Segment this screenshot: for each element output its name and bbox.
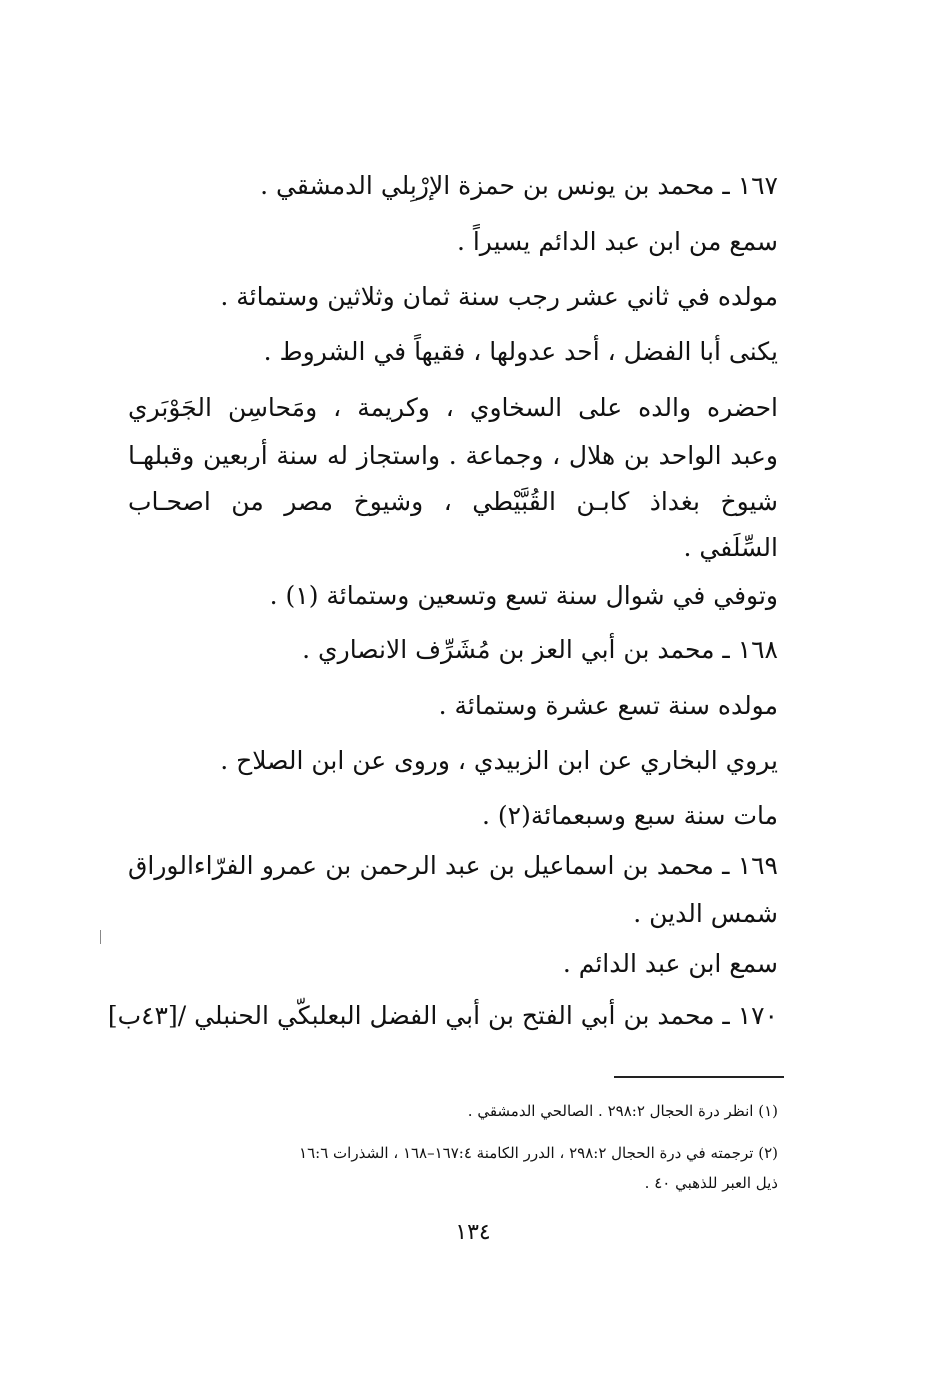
entry-167-line-2: سمع من ابن عبد الدائم يسيراً . bbox=[456, 227, 778, 256]
entry-167-line-7: شيوخ بغداذ كابـن القُبَّيْطي ، وشيوخ مصر من اصحـاب bbox=[128, 487, 778, 516]
entry-170-heading: ١٧٠ ـ محمد بن أبي الفتح بن أبي الفضل البعلبكّي الحنبلي /[٤٣ب] bbox=[107, 1001, 778, 1030]
entry-167-line-8: السِّلَفي . bbox=[683, 533, 778, 562]
entry-168-line-3: يروي البخاري عن ابن الزبيدي ، وروى عن ابن الصلاح . bbox=[220, 746, 778, 775]
entry-167-heading: ١٦٧ ـ محمد بن يونس بن حمزة الإرْبِلي الدمشقي . bbox=[260, 171, 778, 200]
page-number: ١٣٤ bbox=[455, 1220, 491, 1245]
entry-167-line-3: مولده في ثاني عشر رجب سنة ثمان وثلاثين وستمائة . bbox=[220, 282, 778, 311]
entry-168-heading: ١٦٨ ـ محمد بن أبي العز بن مُشَرِّف الانصاري . bbox=[302, 635, 778, 664]
entry-167-line-9: وتوفي في شوال سنة تسع وتسعين وستمائة (١) . bbox=[269, 581, 778, 610]
entry-168-line-2: مولده سنة تسع عشرة وستمائة . bbox=[438, 691, 778, 720]
entry-169-line-3: سمع ابن عبد الدائم . bbox=[562, 949, 778, 978]
entry-167-line-5: احضره والده على السخاوي ، وكريمة ، ومَحاسِن الجَوْبَري bbox=[128, 393, 778, 422]
footnote-2: (٢) ترجمته في درة الحجال ٢٩٨:٢ ، الدرر الكامنة ١٦٧:٤–١٦٨ ، الشذرات ١٦:٦ bbox=[299, 1144, 778, 1162]
entry-167-line-6: وعبد الواحد بن هلال ، وجماعة . واستجاز له سنة أربعين وقبلهـا bbox=[128, 441, 778, 470]
scan-artifact-mark bbox=[100, 930, 101, 944]
entry-169-line-2: شمس الدين . bbox=[633, 899, 778, 928]
entry-169-heading: ١٦٩ ـ محمد بن اسماعيل بن عبد الرحمن بن عمرو الفرّاءالوراق bbox=[128, 851, 778, 880]
entry-167-line-4: يكنى أبا الفضل ، أحد عدولها ، فقيهاً في الشروط . bbox=[263, 337, 778, 366]
entry-168-line-4: مات سنة سبع وسبعمائة(٢) . bbox=[482, 801, 778, 830]
footnote-1: (١) انظر درة الحجال ٢٩٨:٢ . الصالحي الدمشقي . bbox=[467, 1102, 778, 1120]
footnote-2-continued: ذيل العبر للذهبي ٤٠ . bbox=[644, 1174, 778, 1192]
footnote-separator bbox=[614, 1076, 784, 1078]
